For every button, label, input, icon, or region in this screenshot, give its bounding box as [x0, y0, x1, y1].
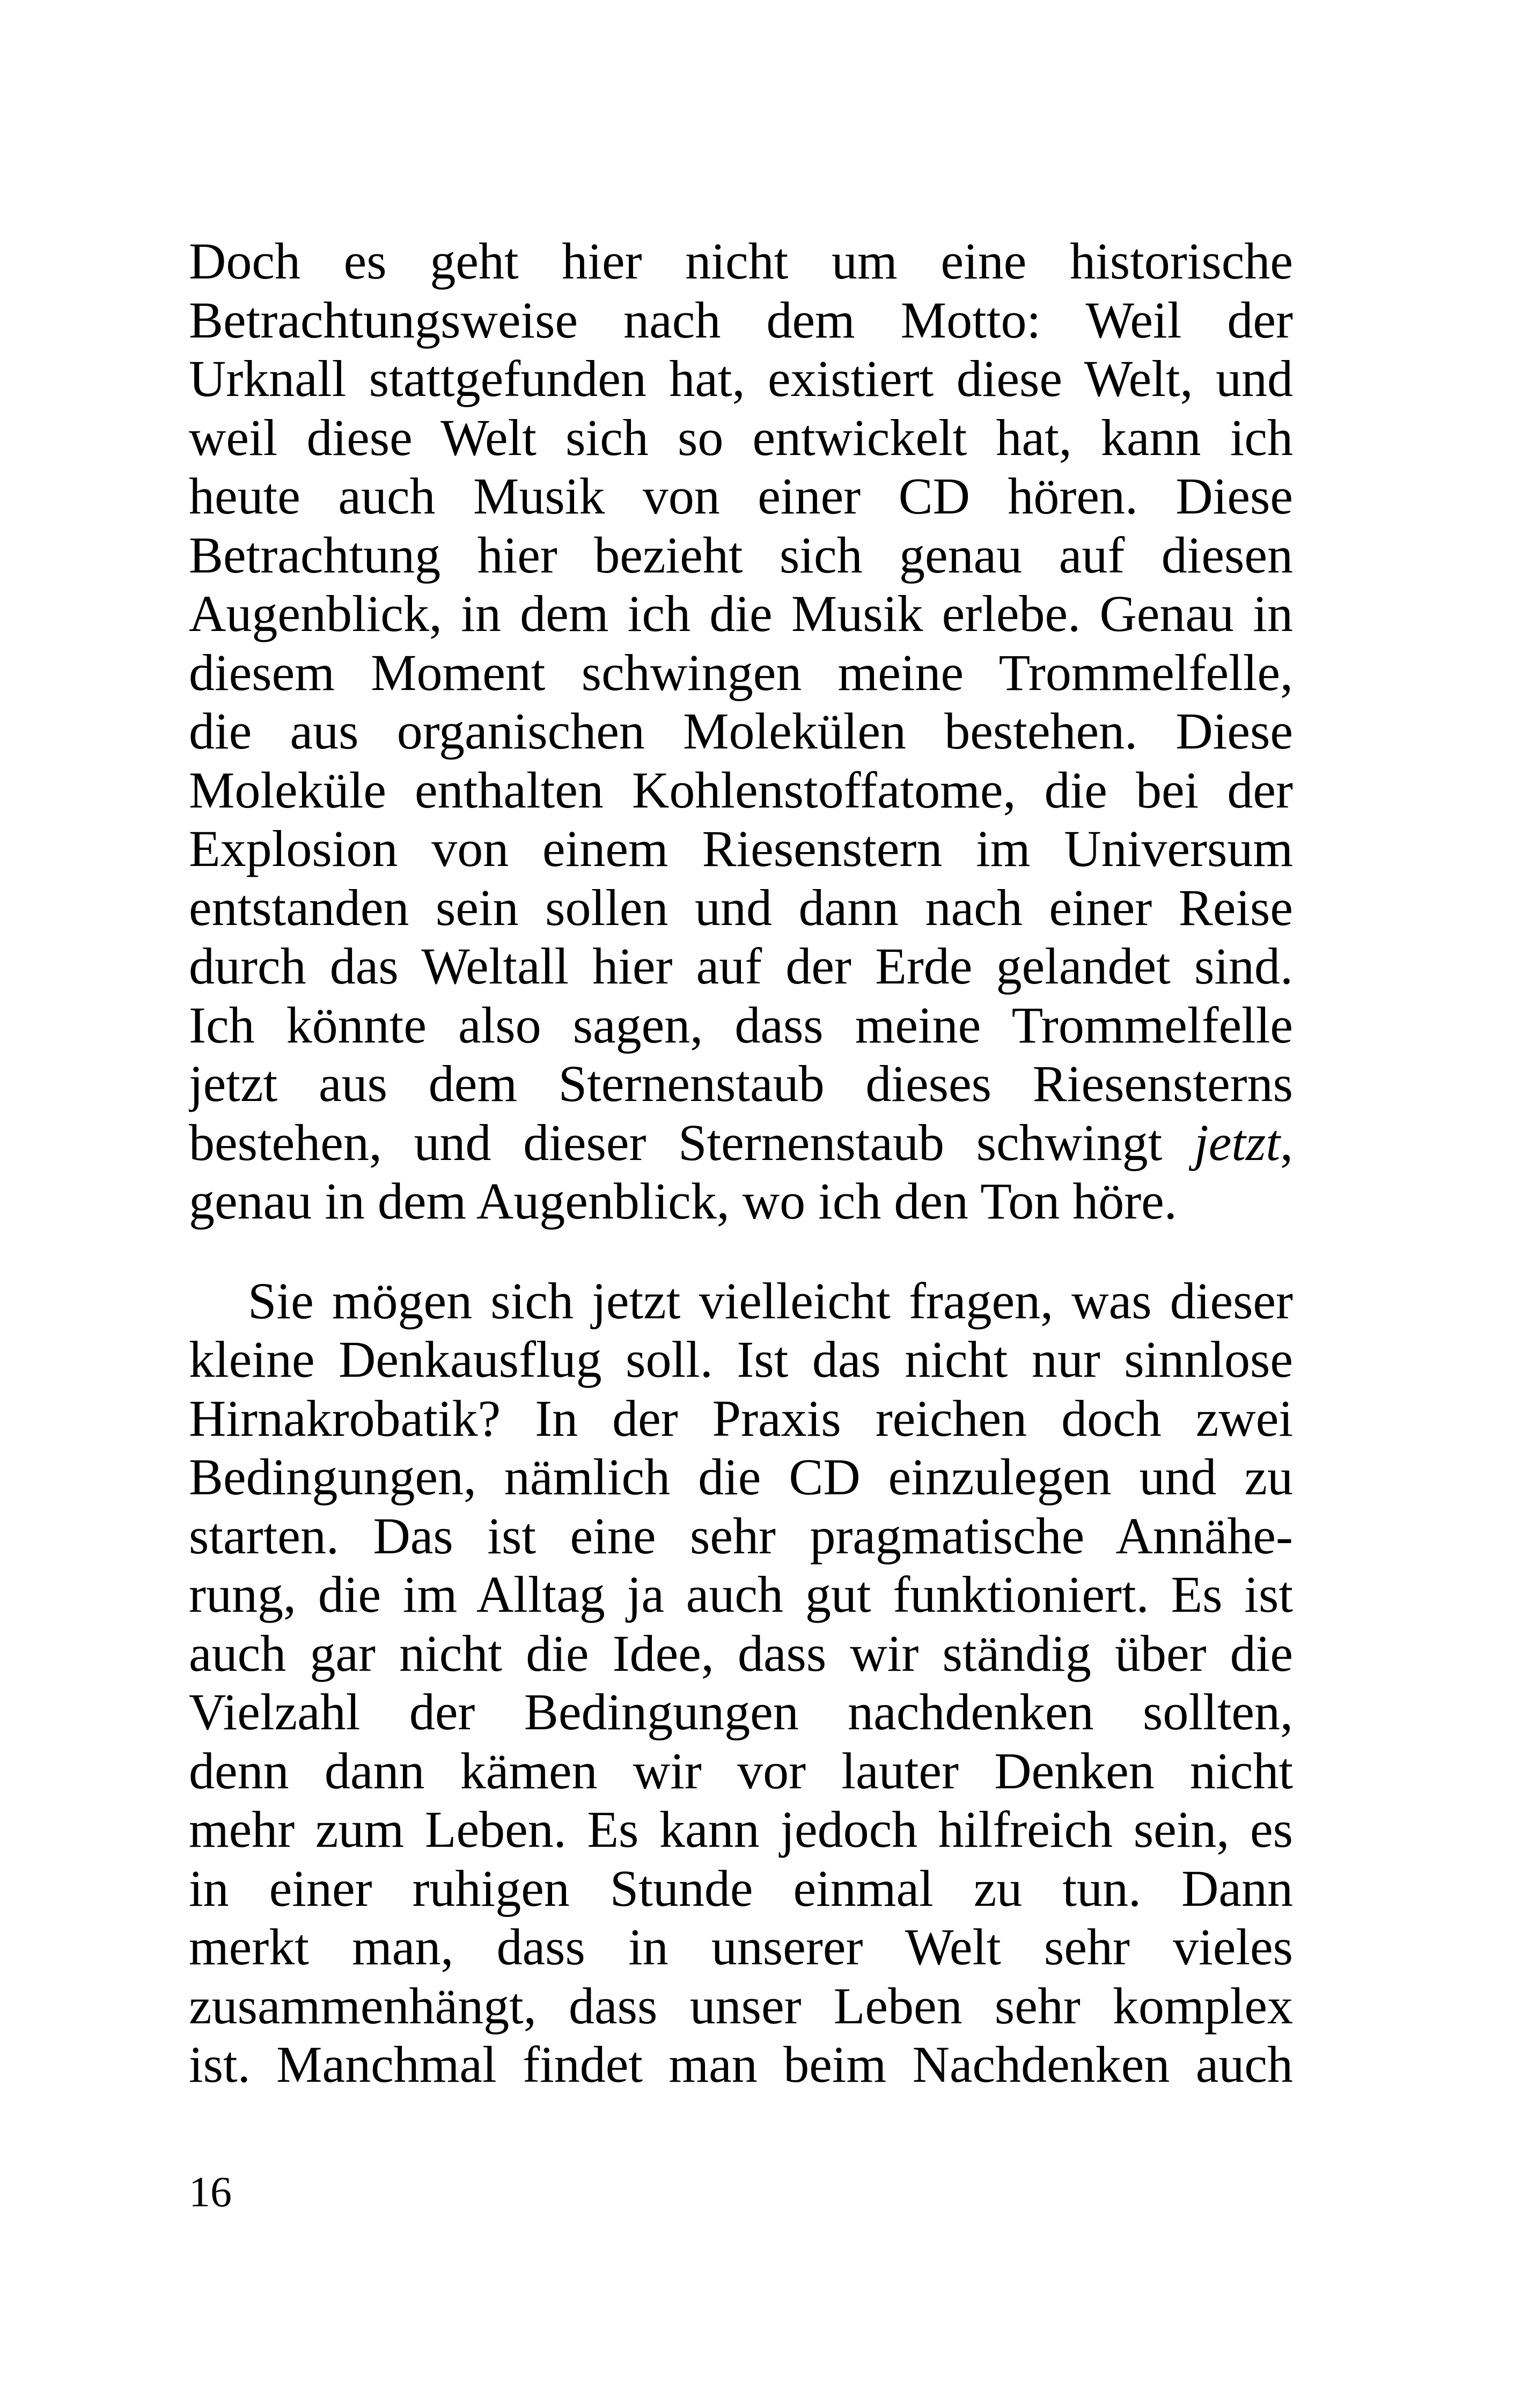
text-line: auch gar nicht die Idee, dass wir ständig über die — [189, 1624, 1293, 1682]
text-run: bestehen, und dieser Sternenstaub schwingt — [189, 1113, 1195, 1171]
text-line — [189, 1113, 1293, 1172]
text-line: Urknall stattgefunden hat, existiert diese Welt, und — [189, 350, 1293, 407]
text-line: in einer ruhigen Stunde einmal zu tun. Dann — [189, 1859, 1293, 1917]
text-line: ist. Manchmal findet man beim Nachdenken auch — [189, 2036, 1293, 2093]
text-line: Explosion von einem Riesenstern im Universum — [189, 820, 1293, 877]
text-line: Augenblick, in dem ich die Musik erlebe. Genau in — [189, 585, 1293, 642]
text-run: , — [1280, 1113, 1293, 1171]
text-line: entstanden sein sollen und dann nach einer Reise — [189, 878, 1293, 936]
text-line: jetzt aus dem Sternenstaub dieses Riesensterns — [189, 1055, 1293, 1112]
paragraph — [189, 232, 1293, 1231]
text-line: rung, die im Alltag ja auch gut funktioniert. Es ist — [189, 1566, 1293, 1623]
text-line: denn dann kämen wir vor lauter Denken nicht — [189, 1742, 1293, 1800]
text-line: diesem Moment schwingen meine Trommelfelle, — [189, 643, 1293, 701]
text-line: Doch es geht hier nicht um eine historische — [189, 232, 1293, 290]
text-line: starten. Das ist eine sehr pragmatische Annähe- — [189, 1507, 1293, 1565]
text-line: Betrachtung hier bezieht sich genau auf diesen — [189, 526, 1293, 584]
page-number: 16 — [189, 2169, 232, 2216]
text-line: mehr zum Leben. Es kann jedoch hilfreich sein, es — [189, 1801, 1293, 1858]
body-text — [189, 232, 1293, 2094]
text-line: weil diese Welt sich so entwickelt hat, kann ich — [189, 408, 1293, 466]
text-line: Hirnakrobatik? In der Praxis reichen doch zwei — [189, 1389, 1293, 1447]
text-line: kleine Denkausflug soll. Ist das nicht nur sinnlose — [189, 1331, 1293, 1388]
text-line: Betrachtungsweise nach dem Motto: Weil der — [189, 291, 1293, 349]
text-line: Bedingungen, nämlich die CD einzulegen und zu — [189, 1448, 1293, 1506]
paragraph — [189, 1272, 1293, 2094]
text-line: genau in dem Augenblick, wo ich den Ton höre. — [189, 1172, 1177, 1230]
text-line: zusammenhängt, dass unser Leben sehr komplex — [189, 1977, 1293, 2035]
text-line: durch das Weltall hier auf der Erde gelandet sind. — [189, 937, 1293, 995]
text-line: Vielzahl der Bedingungen nachdenken sollten, — [189, 1683, 1293, 1741]
text-line: Moleküle enthalten Kohlenstoffatome, die bei der — [189, 761, 1293, 819]
text-line: heute auch Musik von einer CD hören. Diese — [189, 467, 1293, 525]
text-line: Ich könnte also sagen, dass meine Trommelfelle — [189, 996, 1293, 1054]
text-line: die aus organischen Molekülen bestehen. Diese — [189, 702, 1293, 760]
text-line: merkt man, dass in unserer Welt sehr vieles — [189, 1918, 1293, 1976]
emphasis-text: jetzt — [1194, 1113, 1280, 1171]
paragraph-gap — [189, 1231, 1293, 1272]
text-line: Sie mögen sich jetzt vielleicht fragen, was dieser — [248, 1272, 1293, 1330]
